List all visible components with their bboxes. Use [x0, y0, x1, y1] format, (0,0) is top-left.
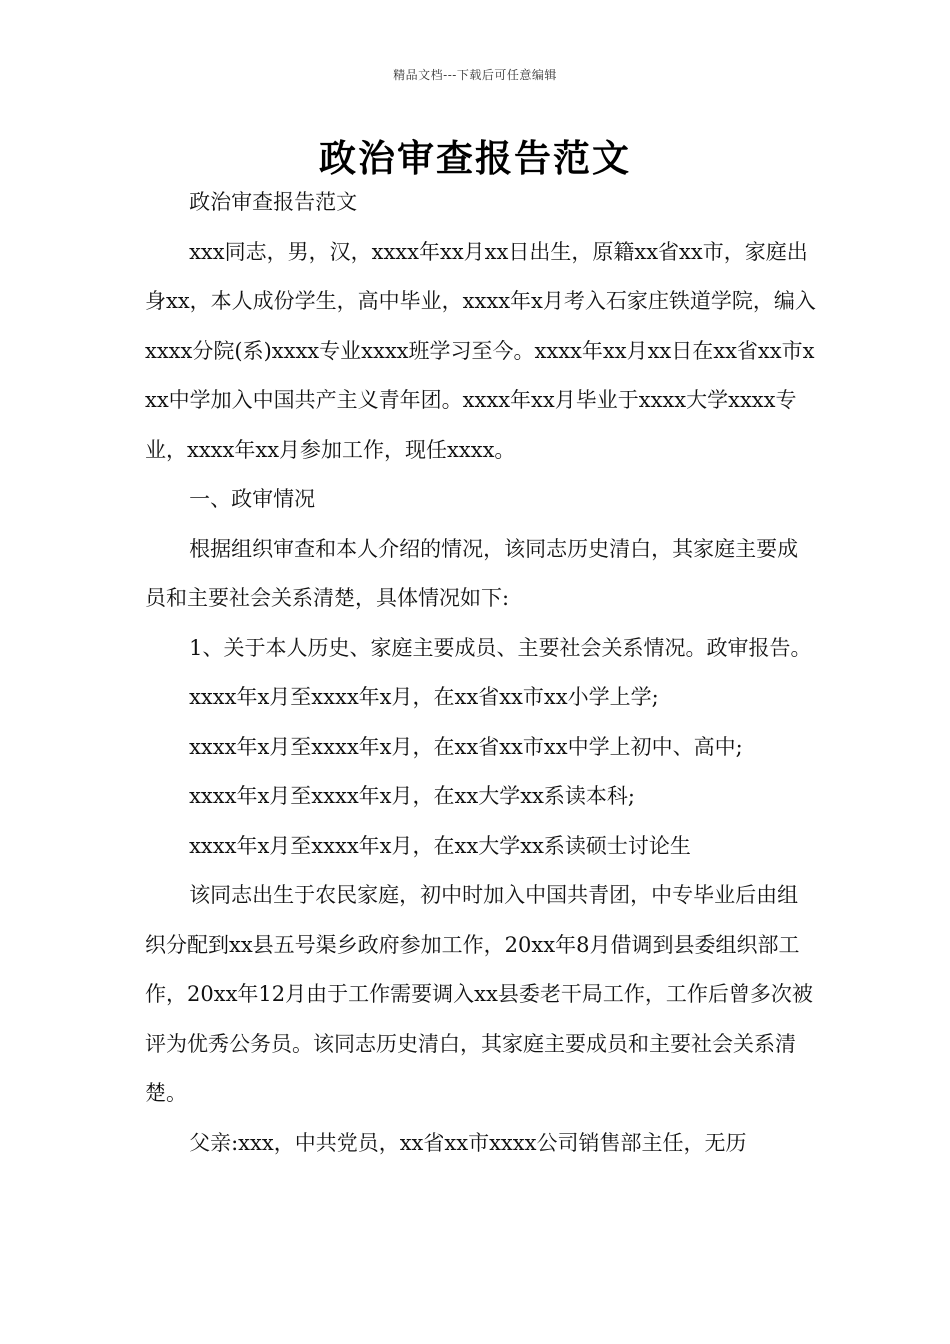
paragraph-subtitle: 政治审查报告范文	[189, 190, 358, 214]
document-body	[145, 178, 817, 1168]
section-heading-political-review: 一、政审情况	[189, 487, 316, 511]
timeline-entry: xxxx年x月至xxxx年x月，在xx大学xx系读本科;	[189, 784, 635, 808]
paragraph-career: 该同志出生于农民家庭，初中时加入中国共青团，中专毕业后由组织分配到xx县五号渠乡政府参加工作，20xx年8月借调到县委组织部工作，20xx年12月由于工作需要调入xx县委老干局工作，工作后曾多次被评为优秀公务员。该同志历史清白，其家庭主要成员和主要社会关系清楚。	[145, 883, 813, 1105]
paragraph-profile: xxx同志，男，汉，xxxx年xx月xx日出生，原籍xx省xx市，家庭出身xx，本人成份学生，高中毕业，xxxx年x月考入石家庄铁道学院，编入xxxx分院(系)xxxx专业xxxx班学习至今。xxxx年xx月xx日在xx省xx市xxx中学加入中国共产主义青年团。xxxx年xx月毕业于xxxx大学xxxx专业，xxxx年xx月参加工作，现任xxxx。	[145, 239, 816, 462]
timeline-entry: xxxx年x月至xxxx年x月，在xx大学xx系读硕士讨论生	[189, 833, 691, 858]
paragraph-history-item: 1、关于本人历史、家庭主要成员、主要社会关系情况。政审报告。	[189, 635, 812, 660]
document-title: 政治审查报告范文	[319, 136, 631, 180]
timeline-entry: xxxx年x月至xxxx年x月，在xx省xx市xx小学上学;	[189, 685, 659, 709]
header-note: 精品文档---下载后可任意编辑	[393, 68, 557, 82]
paragraph-father: 父亲:xxx，中共党员，xx省xx市xxxx公司销售部主任，无历	[189, 1130, 747, 1155]
timeline-entry: xxxx年x月至xxxx年x月，在xx省xx市xx中学上初中、高中;	[189, 734, 743, 759]
paragraph-review-summary: 根据组织审查和本人介绍的情况，该同志历史清白，其家庭主要成员和主要社会关系清楚，具体情况如下:	[145, 536, 799, 610]
